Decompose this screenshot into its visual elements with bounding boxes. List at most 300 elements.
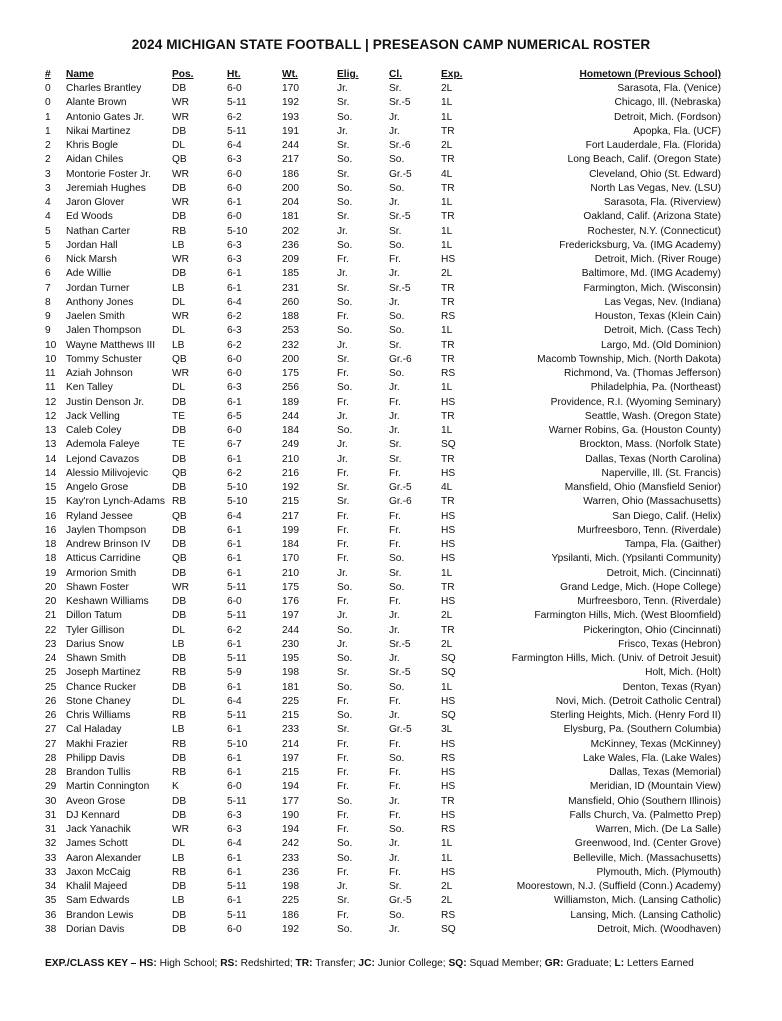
cell-position: TE	[172, 439, 186, 451]
cell-hometown: Murfreesboro, Tenn. (Riverdale)	[577, 524, 721, 536]
cell-eligibility: Sr.	[337, 667, 350, 679]
table-row	[45, 182, 721, 196]
cell-name: Khalil Majeed	[66, 881, 128, 892]
cell-number: 26	[45, 710, 57, 721]
cell-experience: SQ	[441, 439, 456, 451]
table-row	[45, 567, 721, 581]
cell-experience: HS	[441, 781, 456, 793]
cell-name: Tyler Gillison	[66, 624, 125, 636]
cell-name: Jaron Glover	[66, 197, 125, 208]
key-text-hs: High School;	[159, 958, 218, 969]
table-row	[45, 168, 721, 182]
table-row	[45, 310, 721, 324]
cell-number: 7	[45, 282, 51, 294]
cell-weight: 170	[282, 553, 299, 565]
roster-table	[45, 68, 721, 937]
cell-experience: TR	[441, 353, 455, 365]
cell-name: Dillon Tatum	[66, 610, 122, 622]
cell-name: Joseph Martinez	[66, 667, 141, 679]
cell-hometown: Houston, Texas (Klein Cain)	[594, 311, 721, 322]
cell-number: 1	[45, 111, 51, 123]
cell-eligibility: So.	[337, 182, 353, 194]
table-row	[45, 153, 721, 167]
cell-number: 16	[45, 510, 57, 522]
cell-experience: TR	[441, 339, 455, 351]
cell-hometown: Frisco, Texas (Hebron)	[618, 638, 721, 650]
table-row	[45, 552, 721, 566]
cell-position: DL	[172, 838, 186, 850]
cell-experience: TR	[441, 410, 455, 422]
cell-number: 31	[45, 824, 57, 835]
cell-weight: 184	[282, 539, 299, 550]
cell-hometown: Philadelphia, Pa. (Northeast)	[590, 382, 721, 394]
cell-experience: 2L	[441, 881, 453, 892]
cell-experience: 1L	[441, 325, 453, 337]
cell-height: 6-3	[227, 382, 242, 394]
cell-name: Aaron Alexander	[66, 852, 142, 864]
cell-number: 33	[45, 852, 57, 864]
cell-weight: 197	[282, 610, 299, 622]
table-row	[45, 125, 721, 139]
cell-experience: TR	[441, 154, 455, 166]
table-row	[45, 524, 721, 538]
cell-experience: TR	[441, 624, 455, 636]
cell-experience: 1L	[441, 838, 453, 850]
cell-eligibility: So.	[337, 838, 353, 850]
cell-eligibility: So.	[337, 296, 353, 308]
table-row	[45, 823, 721, 837]
cell-hometown: Warner Robins, Ga. (Houston County)	[548, 425, 721, 436]
cell-eligibility: Sr.	[337, 282, 350, 294]
cell-hometown: Mansfield, Ohio (Mansfield Senior)	[564, 482, 721, 493]
cell-position: DB	[172, 539, 187, 550]
cell-position: DB	[172, 881, 187, 892]
cell-class: Jr.	[389, 296, 400, 308]
key-text-sq: Squad Member;	[469, 958, 542, 969]
cell-number: 13	[45, 425, 57, 436]
table-row	[45, 210, 721, 224]
col-header-position: Pos.	[172, 69, 194, 80]
cell-height: 6-2	[227, 467, 242, 479]
cell-eligibility: So.	[337, 425, 353, 436]
cell-name: Khris Bogle	[66, 140, 119, 151]
cell-height: 6-3	[227, 809, 242, 821]
key-text-jc: Junior College;	[377, 958, 446, 969]
cell-class: So.	[389, 681, 405, 693]
cell-eligibility: Fr.	[337, 752, 349, 764]
cell-number: 20	[45, 596, 57, 607]
cell-position: WR	[172, 197, 189, 208]
cell-number: 13	[45, 439, 57, 451]
cell-eligibility: Sr.	[337, 211, 350, 223]
cell-class: So.	[389, 581, 405, 593]
cell-number: 1	[45, 125, 51, 137]
cell-position: DB	[172, 182, 187, 194]
cell-eligibility: Fr.	[337, 510, 349, 522]
cell-number: 12	[45, 396, 57, 408]
table-row	[45, 510, 721, 524]
cell-height: 5-10	[227, 496, 248, 508]
cell-position: DL	[172, 140, 186, 151]
cell-weight: 244	[282, 140, 299, 151]
cell-eligibility: Fr.	[337, 866, 349, 878]
cell-position: DB	[172, 83, 187, 94]
cell-eligibility: Fr.	[337, 809, 349, 821]
cell-number: 10	[45, 353, 57, 365]
cell-eligibility: Jr.	[337, 83, 348, 94]
cell-name: Jalen Thompson	[66, 325, 142, 337]
cell-height: 6-1	[227, 553, 242, 565]
cell-class: Fr.	[389, 781, 401, 793]
cell-height: 6-1	[227, 282, 242, 294]
table-row	[45, 82, 721, 96]
cell-height: 6-1	[227, 268, 242, 280]
cell-class: Sr.	[389, 439, 402, 451]
cell-height: 5-11	[227, 125, 247, 137]
cell-position: DB	[172, 809, 187, 821]
cell-number: 25	[45, 681, 57, 693]
cell-weight: 210	[282, 453, 299, 465]
cell-position: DB	[172, 453, 187, 465]
cell-position: RB	[172, 667, 187, 679]
cell-weight: 175	[282, 368, 299, 379]
cell-eligibility: Jr.	[337, 881, 348, 892]
cell-weight: 192	[282, 97, 299, 109]
cell-eligibility: Jr.	[337, 410, 348, 422]
cell-name: Jaxon McCaig	[66, 866, 131, 878]
table-row	[45, 324, 721, 338]
cell-position: LB	[172, 339, 185, 351]
cell-experience: 1L	[441, 681, 453, 693]
cell-eligibility: So.	[337, 239, 353, 251]
cell-name: Alessio Milivojevic	[66, 467, 149, 479]
cell-class: Sr.-5	[389, 282, 411, 294]
cell-name: Ed Woods	[66, 211, 113, 223]
cell-experience: 1L	[441, 852, 453, 864]
cell-class: Jr.	[389, 610, 400, 622]
table-row	[45, 723, 721, 737]
cell-hometown: Dallas, Texas (Memorial)	[609, 767, 721, 778]
table-row	[45, 681, 721, 695]
col-header-experience: Exp.	[441, 69, 463, 80]
cell-weight: 194	[282, 781, 299, 793]
cell-weight: 198	[282, 881, 299, 892]
cell-name: Wayne Matthews III	[66, 339, 156, 351]
cell-hometown: Oakland, Calif. (Arizona State)	[583, 211, 721, 223]
cell-experience: 1L	[441, 382, 453, 394]
cell-class: Gr.-5	[389, 168, 412, 180]
cell-name: Alante Brown	[66, 97, 127, 109]
cell-name: Chance Rucker	[66, 681, 137, 693]
cell-weight: 184	[282, 425, 299, 436]
cell-experience: 1L	[441, 97, 453, 109]
cell-class: Gr.-5	[389, 482, 412, 493]
cell-weight: 194	[282, 824, 299, 835]
table-row	[45, 239, 721, 253]
cell-name: Cal Haladay	[66, 724, 122, 736]
cell-name: Keshawn Williams	[66, 596, 149, 607]
cell-weight: 199	[282, 524, 299, 536]
cell-eligibility: Jr.	[337, 339, 348, 351]
table-row	[45, 581, 721, 595]
cell-weight: 202	[282, 225, 299, 237]
table-row	[45, 253, 721, 267]
cell-hometown: Sterling Heights, Mich. (Henry Ford II)	[550, 710, 721, 721]
cell-hometown: Largo, Md. (Old Dominion)	[600, 339, 721, 351]
cell-class: So.	[389, 752, 405, 764]
cell-weight: 197	[282, 752, 299, 764]
table-row	[45, 795, 721, 809]
cell-height: 5-11	[227, 881, 247, 892]
cell-experience: HS	[441, 396, 456, 408]
cell-eligibility: So.	[337, 653, 353, 664]
cell-hometown: Baltimore, Md. (IMG Academy)	[581, 268, 721, 280]
cell-name: Nikai Martinez	[66, 125, 131, 137]
cell-hometown: Fort Lauderdale, Fla. (Florida)	[585, 140, 721, 151]
table-row	[45, 624, 721, 638]
cell-hometown: Macomb Township, Mich. (North Dakota)	[537, 353, 721, 365]
cell-height: 6-3	[227, 239, 242, 251]
cell-hometown: Denton, Texas (Ryan)	[622, 681, 721, 693]
cell-class: Fr.	[389, 767, 401, 778]
cell-hometown: Richmond, Va. (Thomas Jefferson)	[563, 368, 721, 379]
cell-hometown: Detroit, Mich. (River Rouge)	[594, 254, 721, 265]
table-row	[45, 96, 721, 110]
cell-position: DB	[172, 681, 187, 693]
table-row	[45, 196, 721, 210]
cell-weight: 200	[282, 353, 299, 365]
cell-position: QB	[172, 353, 187, 365]
cell-number: 18	[45, 539, 57, 550]
cell-experience: 3L	[441, 724, 453, 736]
cell-hometown: Fredericksburg, Va. (IMG Academy)	[559, 239, 721, 251]
cell-number: 0	[45, 97, 51, 109]
table-row	[45, 909, 721, 923]
cell-class: Gr.-6	[389, 353, 412, 365]
cell-name: Atticus Carridine	[66, 553, 141, 565]
table-row	[45, 780, 721, 794]
table-row	[45, 866, 721, 880]
cell-experience: SQ	[441, 923, 456, 935]
cell-name: Tommy Schuster	[66, 353, 142, 365]
cell-hometown: Cleveland, Ohio (St. Edward)	[589, 168, 721, 180]
cell-position: DB	[172, 923, 187, 935]
cell-number: 18	[45, 553, 57, 565]
cell-experience: 2L	[441, 268, 453, 280]
cell-name: Shawn Smith	[66, 653, 127, 664]
cell-height: 6-1	[227, 453, 242, 465]
cell-position: QB	[172, 553, 187, 565]
cell-height: 6-3	[227, 325, 242, 337]
cell-name: Caleb Coley	[66, 425, 122, 436]
cell-number: 34	[45, 881, 57, 892]
cell-number: 27	[45, 738, 57, 750]
cell-class: So.	[389, 909, 405, 921]
cell-hometown: Belleville, Mich. (Massachusetts)	[573, 852, 721, 864]
cell-weight: 233	[282, 852, 299, 864]
cell-name: Brandon Lewis	[66, 909, 134, 921]
table-row	[45, 894, 721, 908]
cell-weight: 189	[282, 396, 299, 408]
cell-class: Sr.	[389, 225, 402, 237]
cell-eligibility: So.	[337, 154, 353, 166]
cell-name: Chris Williams	[66, 710, 131, 721]
cell-height: 6-0	[227, 368, 242, 379]
cell-name: Justin Denson Jr.	[66, 396, 145, 408]
cell-height: 6-2	[227, 111, 242, 123]
cell-class: Fr.	[389, 809, 401, 821]
cell-hometown: Meridian, ID (Mountain View)	[589, 781, 721, 793]
key-text-rs: Redshirted;	[240, 958, 293, 969]
cell-name: Aveon Grose	[66, 795, 126, 807]
cell-hometown: Murfreesboro, Tenn. (Riverdale)	[577, 596, 721, 607]
cell-weight: 244	[282, 624, 299, 636]
key-code-l: L:	[614, 958, 625, 969]
cell-number: 2	[45, 140, 51, 151]
cell-eligibility: So.	[337, 325, 353, 337]
cell-class: So.	[389, 182, 405, 194]
table-row	[45, 396, 721, 410]
cell-weight: 186	[282, 168, 299, 180]
cell-number: 25	[45, 667, 57, 679]
cell-height: 6-4	[227, 296, 242, 308]
cell-class: So.	[389, 553, 405, 565]
cell-hometown: Detroit, Mich. (Fordson)	[614, 111, 721, 123]
cell-position: DB	[172, 396, 187, 408]
cell-name: Jaelen Smith	[66, 311, 125, 322]
cell-number: 2	[45, 154, 51, 166]
cell-name: Sam Edwards	[66, 895, 130, 907]
cell-experience: HS	[441, 695, 456, 707]
cell-position: DL	[172, 624, 186, 636]
cell-position: WR	[172, 254, 189, 265]
cell-class: Sr.-5	[389, 638, 411, 650]
cell-experience: HS	[441, 553, 456, 565]
table-row	[45, 837, 721, 851]
cell-name: Ademola Faleye	[66, 439, 140, 451]
cell-weight: 217	[282, 154, 299, 166]
cell-number: 14	[45, 467, 57, 479]
cell-name: Ade Willie	[66, 268, 112, 280]
cell-position: DB	[172, 211, 187, 223]
cell-name: Shawn Foster	[66, 581, 129, 593]
cell-number: 29	[45, 781, 57, 793]
cell-experience: 1L	[441, 425, 453, 436]
cell-height: 6-0	[227, 83, 242, 94]
table-row	[45, 852, 721, 866]
cell-experience: TR	[441, 282, 455, 294]
cell-hometown: Grand Ledge, Mich. (Hope College)	[560, 581, 721, 593]
cell-weight: 256	[282, 382, 299, 394]
cell-name: Ken Talley	[66, 382, 113, 394]
cell-eligibility: Fr.	[337, 695, 349, 707]
key-text-gr: Graduate;	[566, 958, 612, 969]
cell-height: 6-1	[227, 539, 242, 550]
cell-weight: 214	[282, 738, 299, 750]
cell-name: Aziah Johnson	[66, 368, 133, 379]
cell-name: Jeremiah Hughes	[66, 182, 146, 194]
cell-hometown: Providence, R.I. (Wyoming Seminary)	[550, 396, 721, 408]
table-row	[45, 381, 721, 395]
cell-class: Gr.-5	[389, 724, 412, 736]
table-row	[45, 424, 721, 438]
cell-hometown: Rochester, N.Y. (Connecticut)	[587, 225, 721, 237]
table-row	[45, 752, 721, 766]
cell-weight: 216	[282, 467, 299, 479]
cell-hometown: Apopka, Fla. (UCF)	[633, 125, 721, 137]
cell-height: 6-0	[227, 425, 242, 436]
cell-class: Sr.-5	[389, 97, 411, 109]
cell-height: 6-2	[227, 311, 242, 322]
key-text-l: Letters Earned	[626, 958, 694, 969]
cell-name: Makhi Frazier	[66, 738, 128, 750]
cell-hometown: Elysburg, Pa. (Southern Columbia)	[563, 724, 721, 736]
cell-experience: 2L	[441, 140, 453, 151]
table-row	[45, 923, 721, 937]
cell-eligibility: Fr.	[337, 596, 349, 607]
cell-number: 16	[45, 524, 57, 536]
cell-eligibility: So.	[337, 197, 353, 208]
cell-number: 0	[45, 83, 51, 94]
cell-eligibility: Sr.	[337, 353, 350, 365]
cell-position: LB	[172, 282, 185, 294]
cell-height: 6-1	[227, 524, 242, 536]
cell-position: DL	[172, 695, 186, 707]
cell-weight: 176	[282, 596, 299, 607]
cell-position: RB	[172, 866, 187, 878]
cell-hometown: Plymouth, Mich. (Plymouth)	[596, 866, 721, 878]
cell-position: WR	[172, 824, 189, 835]
cell-experience: 4L	[441, 482, 453, 493]
cell-number: 5	[45, 225, 51, 237]
cell-number: 24	[45, 653, 57, 664]
cell-number: 6	[45, 254, 51, 265]
cell-weight: 260	[282, 296, 299, 308]
cell-position: RB	[172, 738, 187, 750]
cell-hometown: Falls Church, Va. (Palmetto Prep)	[569, 809, 721, 821]
cell-experience: HS	[441, 524, 456, 536]
cell-experience: HS	[441, 254, 456, 265]
cell-position: QB	[172, 510, 187, 522]
cell-name: Jack Yanachik	[66, 824, 131, 835]
cell-hometown: Detroit, Mich. (Woodhaven)	[597, 923, 721, 935]
cell-class: Gr.-5	[389, 895, 412, 907]
cell-position: WR	[172, 311, 189, 322]
cell-position: QB	[172, 467, 187, 479]
cell-eligibility: Jr.	[337, 610, 348, 622]
table-row	[45, 296, 721, 310]
cell-name: Kay'ron Lynch-Adams	[66, 496, 165, 508]
cell-eligibility: Sr.	[337, 482, 350, 493]
cell-class: Sr.-5	[389, 667, 411, 679]
cell-weight: 215	[282, 496, 299, 508]
table-row	[45, 353, 721, 367]
cell-experience: RS	[441, 311, 456, 322]
cell-number: 11	[45, 368, 56, 379]
cell-experience: HS	[441, 738, 456, 750]
cell-position: LB	[172, 724, 185, 736]
cell-experience: 4L	[441, 168, 453, 180]
cell-hometown: Greenwood, Ind. (Center Grove)	[574, 838, 721, 850]
cell-eligibility: Fr.	[337, 781, 349, 793]
cell-weight: 193	[282, 111, 299, 123]
cell-experience: HS	[441, 510, 456, 522]
table-row	[45, 339, 721, 353]
cell-weight: 236	[282, 866, 299, 878]
cell-hometown: Sarasota, Fla. (Riverview)	[603, 197, 721, 208]
cell-hometown: Brockton, Mass. (Norfolk State)	[579, 439, 721, 451]
cell-number: 10	[45, 339, 57, 351]
